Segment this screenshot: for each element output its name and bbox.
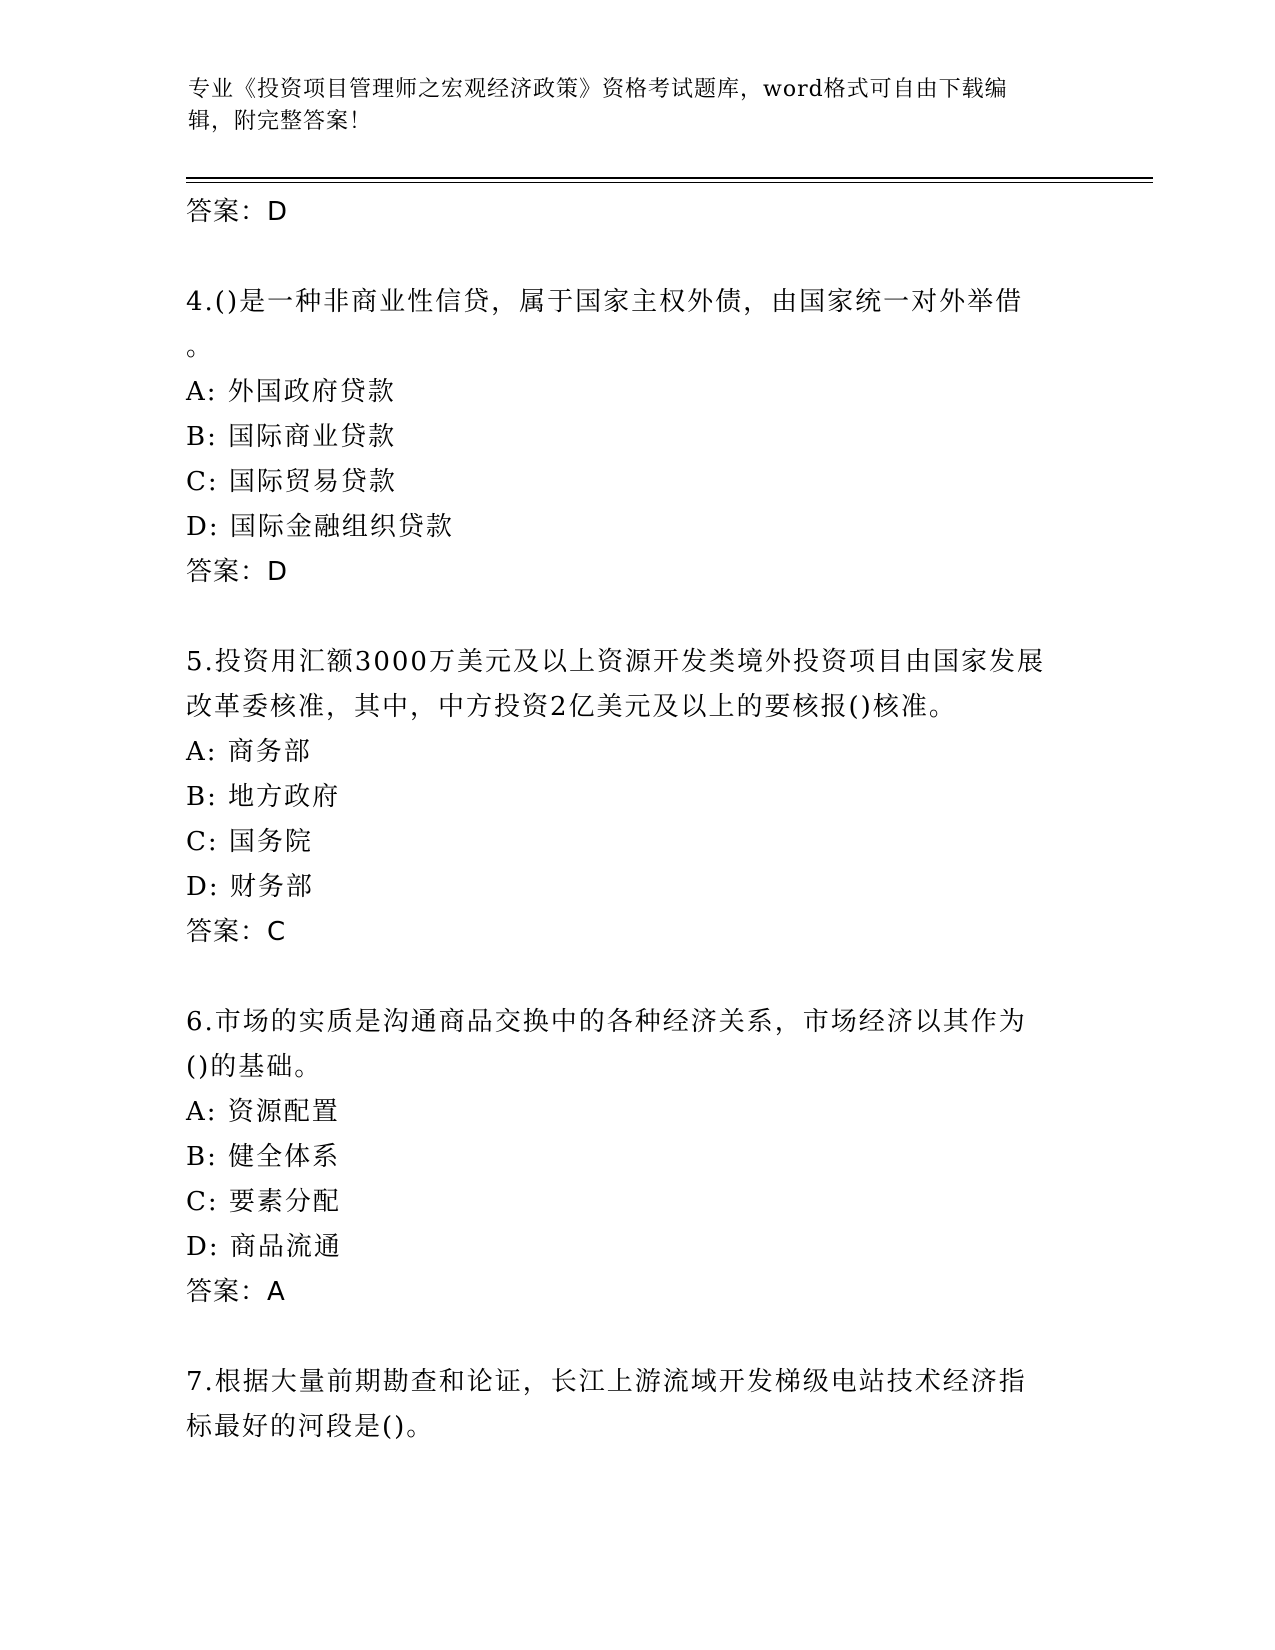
answer-line: 答案：D	[186, 197, 289, 227]
answer-line: 答案：D	[186, 557, 289, 587]
question-6	[186, 1000, 1086, 1315]
header-rule-thin	[186, 182, 1153, 183]
option-c: C: 国际贸易贷款	[186, 467, 397, 497]
document-body	[186, 190, 1086, 1450]
option-c: C: 国务院	[186, 827, 313, 857]
question-text: 4.()是一种非商业性信贷，属于国家主权外债，由国家统一对外举借	[186, 287, 1024, 317]
header-line-2: 辑，附完整答案！	[188, 109, 373, 134]
option-c: C: 要素分配	[186, 1187, 341, 1217]
answer-line: 答案：A	[186, 1277, 286, 1307]
header-line-1: 专业《投资项目管理师之宏观经济政策》资格考试题库，word格式可自由下载编	[188, 77, 1008, 102]
question-text: 5.投资用汇额3000万美元及以上资源开发类境外投资项目由国家发展	[186, 647, 1045, 677]
answer-line: 答案：C	[186, 917, 287, 947]
option-a: A: 外国政府贷款	[186, 377, 396, 407]
question-7	[186, 1360, 1086, 1450]
header-rule-thick	[186, 177, 1153, 179]
option-b: B: 地方政府	[186, 782, 341, 812]
option-d: D: 商品流通	[186, 1232, 342, 1262]
question-text: 6.市场的实质是沟通商品交换中的各种经济关系，市场经济以其作为	[186, 1007, 1027, 1037]
option-b: B: 国际商业贷款	[186, 422, 397, 452]
question-4	[186, 280, 1086, 595]
question-text: 标最好的河段是()。	[186, 1412, 435, 1442]
question-text: 7.根据大量前期勘查和论证，长江上游流域开发梯级电站技术经济指	[186, 1367, 1027, 1397]
question-text: ()的基础。	[186, 1052, 323, 1082]
option-d: D: 财务部	[186, 872, 314, 902]
option-b: B: 健全体系	[186, 1142, 341, 1172]
question-text: 改革委核准，其中，中方投资2亿美元及以上的要核报()核准。	[186, 692, 957, 722]
question-5	[186, 640, 1086, 955]
option-a: A: 商务部	[186, 737, 312, 767]
option-a: A: 资源配置	[186, 1097, 340, 1127]
document-header	[188, 74, 1068, 138]
option-d: D: 国际金融组织贷款	[186, 512, 454, 542]
question-text: 。	[186, 332, 215, 362]
